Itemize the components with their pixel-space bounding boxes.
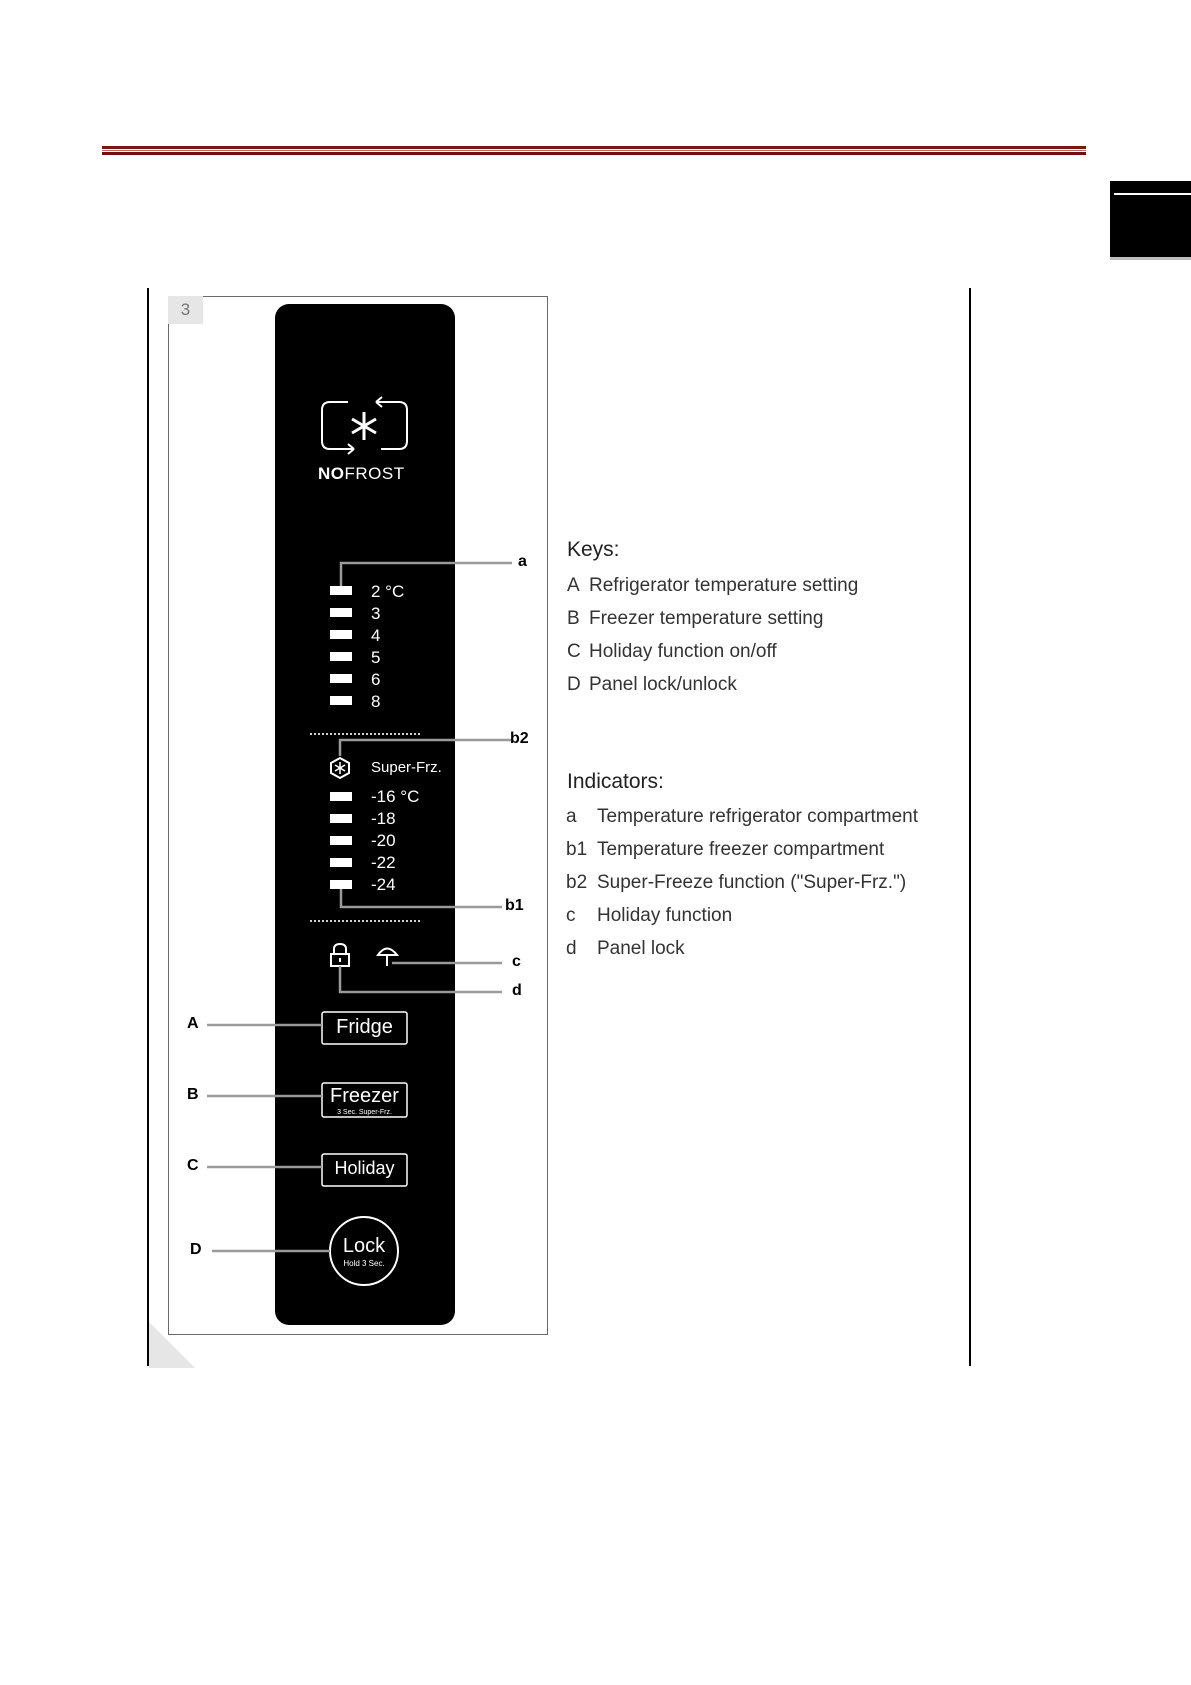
fridge-temp-6: 6 — [371, 670, 381, 689]
key-letter: A — [567, 575, 580, 596]
freezer-temp-22: -22 — [371, 853, 396, 872]
leader-b1 — [341, 889, 502, 907]
fridge-bar-6 — [330, 674, 352, 683]
freezer-temp-20: -20 — [371, 831, 396, 850]
key-letter: B — [567, 608, 580, 629]
leader-b2 — [340, 740, 512, 756]
freezer-temp-18: -18 — [371, 809, 396, 828]
indicator-key: a — [566, 806, 577, 827]
freezer-temperature-bars — [330, 792, 352, 889]
fridge-temp-8: 8 — [371, 692, 381, 711]
super-freeze-icon — [331, 758, 349, 778]
callout-C: C — [187, 1157, 199, 1174]
fridge-temp-3: 3 — [371, 604, 381, 623]
indicator-description: Temperature freezer compartment — [597, 839, 885, 860]
freezer-temp-16: -16 °C — [371, 787, 420, 806]
callout-B: B — [187, 1086, 199, 1103]
indicator-key: b2 — [566, 872, 588, 893]
freezer-bar-22 — [330, 858, 352, 867]
callout-b2: b2 — [510, 730, 529, 747]
leader-a — [341, 563, 512, 586]
fridge-temperature-bars — [330, 586, 352, 705]
fridge-bar-3 — [330, 608, 352, 617]
indicator-description: Temperature refrigerator compartment — [597, 806, 919, 827]
leader-d — [340, 966, 502, 992]
fridge-bar-2 — [330, 586, 352, 595]
callout-d: d — [512, 982, 522, 999]
holiday-button[interactable]: Holiday — [334, 1158, 395, 1178]
fridge-bar-4 — [330, 630, 352, 639]
indicator-key: d — [566, 938, 577, 959]
lock-indicator-icon — [331, 944, 349, 966]
fridge-temp-5: 5 — [371, 648, 381, 667]
freezer-bar-24 — [330, 880, 352, 889]
callout-a: a — [518, 553, 527, 570]
nofrost-label: NOFROST — [318, 464, 405, 483]
key-letter: D — [567, 674, 581, 695]
indicator-key: b1 — [566, 839, 588, 860]
fridge-button[interactable]: Fridge — [336, 1016, 393, 1038]
fridge-bar-8 — [330, 696, 352, 705]
indicator-description: Panel lock — [597, 938, 685, 959]
key-description: Panel lock/unlock — [589, 674, 737, 695]
indicator-description: Super-Freeze function ("Super-Frz.") — [597, 872, 907, 893]
freezer-temp-24: -24 — [371, 875, 396, 894]
panel-separator-top — [310, 733, 420, 735]
callout-D: D — [190, 1241, 202, 1258]
indicator-description: Holiday function — [597, 905, 733, 926]
freezer-button-sublabel: 3 Sec. Super-Frz. — [337, 1109, 392, 1116]
freezer-button[interactable]: Freezer — [330, 1085, 399, 1107]
lock-button[interactable]: Lock — [342, 1235, 386, 1257]
lock-button-sublabel: Hold 3 Sec. — [343, 1259, 385, 1268]
leader-lines — [207, 563, 512, 1251]
indicators-heading: Indicators: — [567, 770, 664, 793]
key-letter: C — [567, 641, 581, 662]
fridge-temp-2: 2 °C — [371, 582, 405, 601]
fridge-bar-5 — [330, 652, 352, 661]
callout-b1: b1 — [505, 897, 524, 914]
key-description: Refrigerator temperature setting — [589, 575, 859, 596]
freezer-bar-16 — [330, 792, 352, 801]
figure-number: 3 — [168, 296, 203, 324]
fridge-temp-4: 4 — [371, 626, 381, 645]
freezer-bar-18 — [330, 814, 352, 823]
callout-A: A — [187, 1015, 199, 1032]
key-description: Holiday function on/off — [589, 641, 777, 662]
superfrz-label: Super-Frz. — [371, 759, 442, 776]
nofrost-icon — [322, 397, 407, 454]
key-description: Freezer temperature setting — [589, 608, 824, 629]
panel-separator-bottom — [310, 920, 420, 922]
keys-heading: Keys: — [567, 538, 620, 561]
freezer-bar-20 — [330, 836, 352, 845]
callout-c: c — [512, 953, 521, 970]
indicator-key: c — [566, 905, 576, 926]
